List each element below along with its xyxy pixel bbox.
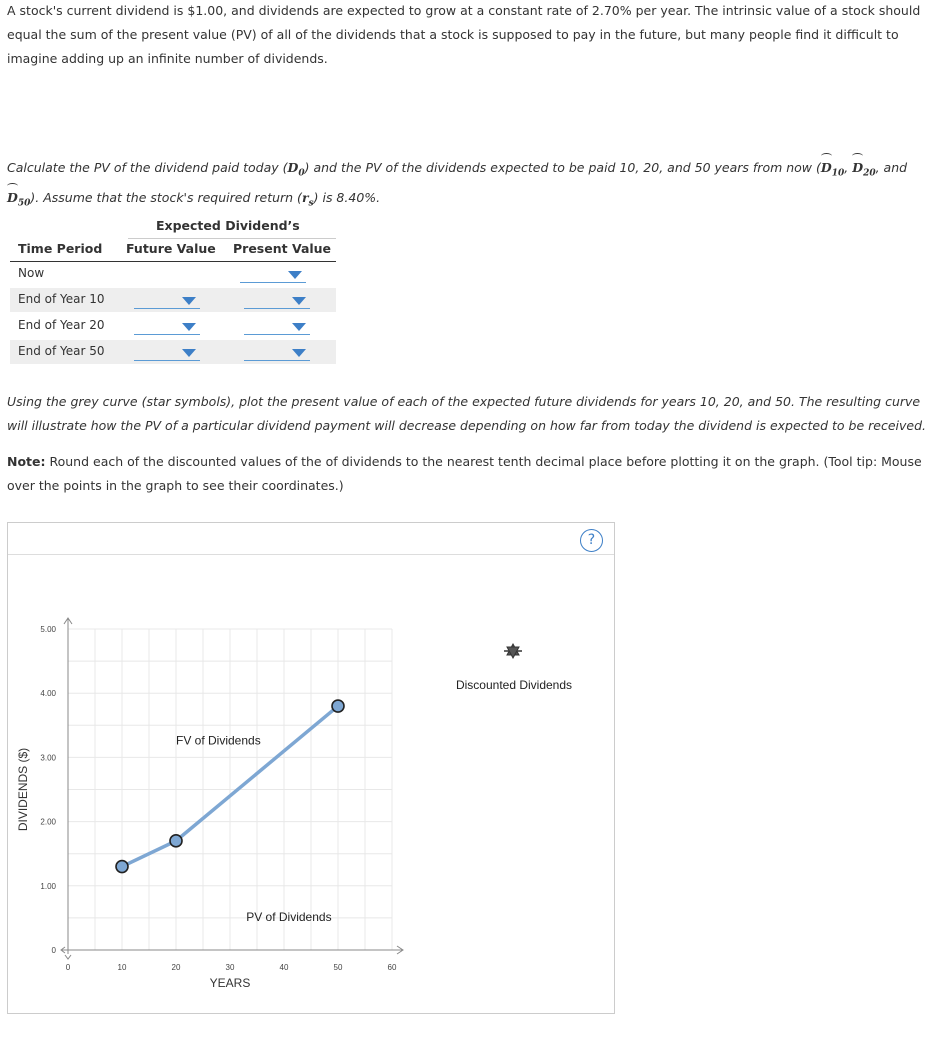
curve-label: PV of Dividends xyxy=(246,910,332,925)
y-tick-label: 4.00 xyxy=(40,689,56,699)
fv-dropdown-year50[interactable] xyxy=(134,341,200,361)
row-label: End of Year 50 xyxy=(18,344,105,358)
x-tick-label: 50 xyxy=(333,963,343,972)
pv-dropdown-now[interactable] xyxy=(240,263,306,283)
chevron-down-icon xyxy=(182,323,196,331)
x-tick-label: 60 xyxy=(387,963,397,972)
group-header: Expected Dividend’s xyxy=(156,218,300,233)
pv-dropdown-year50[interactable] xyxy=(244,341,310,361)
data-point xyxy=(170,835,182,847)
chevron-down-icon xyxy=(292,297,306,305)
row-label: End of Year 20 xyxy=(18,318,105,332)
x-tick-label: 0 xyxy=(65,963,71,972)
calc-instruction: Calculate the PV of the dividend paid today $(D_0)$ and the PV of the dividends expected to be paid 10, 20, and 50 years from now ($D_{10}$, $D_{20}$, and $D_{50}$). Assume that the stock's required return $(r_s)$ is 8.40%. xyxy=(7,156,927,215)
legend[interactable] xyxy=(456,644,572,692)
y-axis-down-arrow-icon xyxy=(65,955,71,959)
graph-panel xyxy=(7,522,615,1014)
x-tick-label: 10 xyxy=(117,963,127,972)
pv-dropdown-year10[interactable] xyxy=(244,289,310,309)
table-row xyxy=(10,288,336,312)
y-tick-label: 2.00 xyxy=(40,817,56,827)
plot-instruction: Using the grey curve (star symbols), plot the present value of each of the expected future dividends for years 10, 20, and 50. The resulting curve will illustrate how the PV of a particular dividend payment will decrease depending on how far from today the dividend is expected to be received. xyxy=(7,394,927,433)
chevron-down-icon xyxy=(292,323,306,331)
chevron-down-icon xyxy=(292,349,306,357)
y-axis-label: DIVIDENDS ($) xyxy=(16,747,30,832)
x-axis-label: YEARS xyxy=(209,976,251,990)
table-row xyxy=(10,314,336,338)
note-paragraph xyxy=(7,450,927,498)
x-tick-label: 30 xyxy=(225,963,235,972)
data-point xyxy=(332,700,344,712)
y-tick-label: 0 xyxy=(51,946,56,955)
x-tick-label: 40 xyxy=(279,963,289,972)
pv-dropdown-year20[interactable] xyxy=(244,315,310,335)
col-header-pv: Present Value xyxy=(233,241,332,256)
curve-label: FV of Dividends xyxy=(176,733,261,748)
row-label: End of Year 10 xyxy=(18,292,105,306)
table-row xyxy=(10,340,336,364)
group-header-divider xyxy=(128,238,336,239)
table-row xyxy=(10,262,336,286)
legend-label: Discounted Dividends xyxy=(455,678,573,692)
y-tick-label: 1.00 xyxy=(40,881,56,891)
y-tick-label: 5.00 xyxy=(40,625,56,634)
chevron-down-icon xyxy=(182,349,196,357)
help-icon[interactable]: ? xyxy=(580,529,603,552)
chevron-down-icon xyxy=(182,297,196,305)
y-tick-label: 3.00 xyxy=(40,753,56,763)
data-point xyxy=(116,861,128,873)
note-label: Note: xyxy=(7,454,46,469)
intro-paragraph: A stock's current dividend is $1.00, and dividends are expected to grow at a constant rate of 2.70% per year. The intrinsic value of a stock should equal the sum of the present value (PV) of all of the dividends that a stock is supposed to pay in the future, but many people find it difficult to imagine adding up an infinite number of dividends. xyxy=(7,3,921,66)
note-text: Round each of the discounted values of the of dividends to the nearest tenth decimal place before plotting it on the graph. (Tool tip: Mouse over the points in the graph to see their coordinates.) xyxy=(7,454,922,493)
col-header-fv: Future Value xyxy=(126,241,216,256)
fv-dropdown-year10[interactable] xyxy=(134,289,200,309)
dividend-chart xyxy=(8,523,614,1013)
col-header-time: Time Period xyxy=(18,241,103,256)
x-tick-label: 20 xyxy=(171,963,181,972)
row-label: Now xyxy=(18,266,45,280)
grid-lines xyxy=(68,629,392,950)
fv-dropdown-year20[interactable] xyxy=(134,315,200,335)
chevron-down-icon xyxy=(288,271,302,279)
